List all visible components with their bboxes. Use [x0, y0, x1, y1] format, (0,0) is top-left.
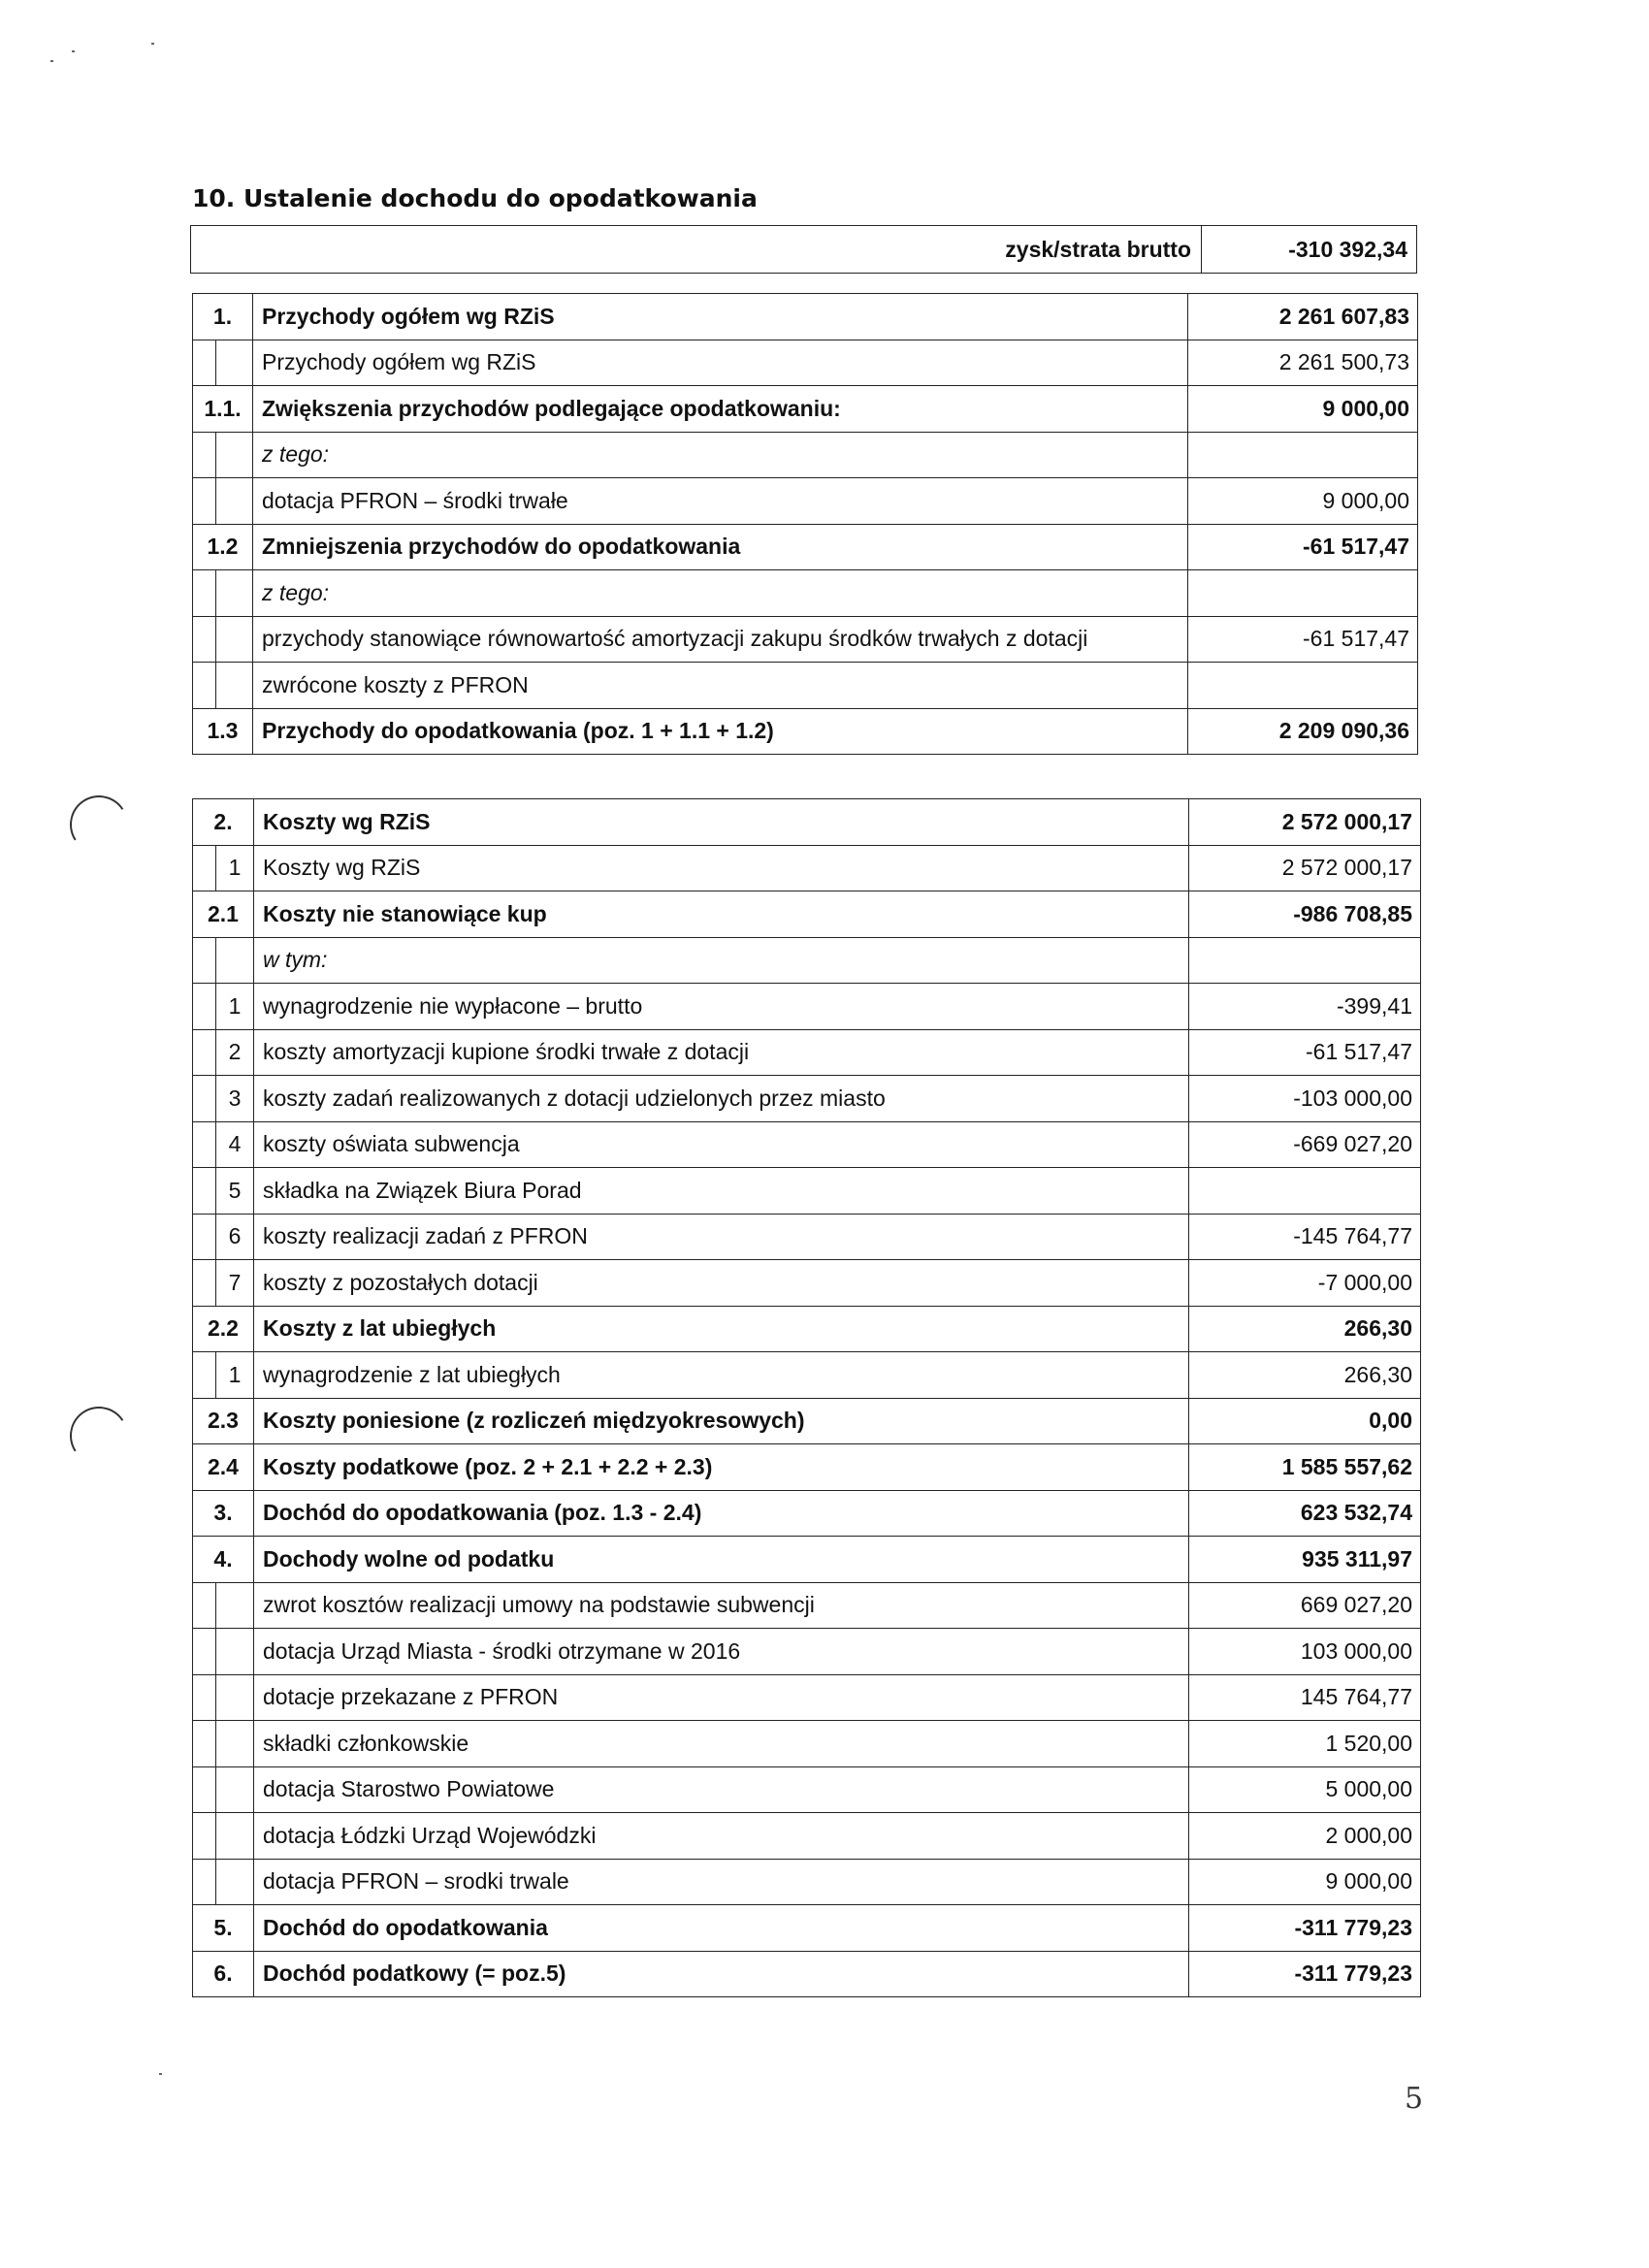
income-row — [193, 616, 1418, 663]
income-row — [193, 294, 1418, 340]
item-label: koszty zadań realizowanych z dotacji udzielonych przez miasto — [254, 1076, 1189, 1122]
sub-item-number — [216, 570, 253, 617]
profit-loss-label: zysk/strata brutto — [191, 226, 1202, 274]
page-number: 5 — [1405, 2082, 1424, 2116]
sub-item-number — [216, 340, 253, 386]
cost-row — [193, 1721, 1421, 1767]
cost-row — [193, 1306, 1421, 1352]
sub-item-number — [216, 478, 253, 525]
item-amount: 2 000,00 — [1189, 1813, 1421, 1860]
item-label: z tego: — [253, 432, 1188, 478]
sub-item-number: 4 — [216, 1121, 254, 1168]
item-label: dotacja Urząd Miasta - środki otrzymane w 2016 — [254, 1629, 1189, 1675]
item-amount: -61 517,47 — [1188, 616, 1418, 663]
item-label: dotacje przekazane z PFRON — [254, 1674, 1189, 1721]
scan-speck — [151, 43, 154, 45]
cost-row — [193, 1076, 1421, 1122]
item-amount: 1 585 557,62 — [1189, 1444, 1421, 1491]
item-amount: 2 261 607,83 — [1188, 294, 1418, 340]
sub-item-number — [216, 1674, 254, 1721]
cost-row — [193, 1537, 1421, 1583]
indent-cell — [193, 1076, 216, 1122]
cost-row — [193, 1121, 1421, 1168]
costs-table — [192, 798, 1421, 1997]
item-label: składka na Związek Biura Porad — [254, 1168, 1189, 1215]
position-number: 3. — [193, 1490, 254, 1537]
sub-item-number: 1 — [216, 845, 254, 891]
position-number: 2.3 — [193, 1398, 254, 1444]
cost-row — [193, 1859, 1421, 1905]
item-amount: 145 764,77 — [1189, 1674, 1421, 1721]
cost-row — [193, 1398, 1421, 1444]
item-label: wynagrodzenie nie wypłacone – brutto — [254, 984, 1189, 1030]
punch-hole-mark — [64, 1401, 133, 1470]
income-table — [192, 293, 1418, 755]
item-label: wynagrodzenie z lat ubiegłych — [254, 1352, 1189, 1399]
scan-speck — [50, 60, 53, 62]
sub-item-number: 5 — [216, 1168, 254, 1215]
indent-cell — [193, 570, 216, 617]
indent-cell — [193, 1813, 216, 1860]
cost-row — [193, 1214, 1421, 1260]
item-label: koszty oświata subwencja — [254, 1121, 1189, 1168]
sub-item-number: 6 — [216, 1214, 254, 1260]
item-label: Dochód do opodatkowania — [254, 1905, 1189, 1952]
item-amount — [1189, 937, 1421, 984]
cost-row — [193, 1444, 1421, 1491]
item-amount: -311 779,23 — [1189, 1905, 1421, 1952]
position-number: 2.1 — [193, 891, 254, 938]
item-label: składki członkowskie — [254, 1721, 1189, 1767]
item-label: Dochód podatkowy (= poz.5) — [254, 1951, 1189, 1997]
indent-cell — [193, 1121, 216, 1168]
indent-cell — [193, 663, 216, 709]
indent-cell — [193, 616, 216, 663]
item-amount: -103 000,00 — [1189, 1076, 1421, 1122]
profit-loss-table — [190, 225, 1417, 274]
item-label: dotacja Starostwo Powiatowe — [254, 1766, 1189, 1813]
item-label: zwrot kosztów realizacji umowy na podstawie subwencji — [254, 1582, 1189, 1629]
item-amount — [1188, 570, 1418, 617]
cost-row — [193, 937, 1421, 984]
cost-row — [193, 1029, 1421, 1076]
item-amount: 9 000,00 — [1189, 1859, 1421, 1905]
sub-item-number — [216, 1813, 254, 1860]
item-amount: -61 517,47 — [1188, 524, 1418, 570]
indent-cell — [193, 1352, 216, 1399]
cost-row — [193, 1582, 1421, 1629]
sub-item-number — [216, 1721, 254, 1767]
item-label: koszty z pozostałych dotacji — [254, 1260, 1189, 1307]
scan-speck — [159, 2073, 162, 2075]
indent-cell — [193, 1168, 216, 1215]
indent-cell — [193, 1721, 216, 1767]
position-number: 1. — [193, 294, 253, 340]
item-label: koszty realizacji zadań z PFRON — [254, 1214, 1189, 1260]
income-table-body — [193, 294, 1418, 755]
item-label: przychody stanowiące równowartość amortyzacji zakupu środków trwałych z dotacji — [253, 616, 1188, 663]
item-amount — [1189, 1168, 1421, 1215]
indent-cell — [193, 937, 216, 984]
sub-item-number: 7 — [216, 1260, 254, 1307]
item-amount: 623 532,74 — [1189, 1490, 1421, 1537]
item-amount: 2 572 000,17 — [1189, 799, 1421, 846]
item-amount: -311 779,23 — [1189, 1951, 1421, 1997]
item-amount: -399,41 — [1189, 984, 1421, 1030]
cost-row — [193, 1766, 1421, 1813]
indent-cell — [193, 1582, 216, 1629]
costs-table-body — [193, 799, 1421, 1997]
item-amount — [1188, 663, 1418, 709]
cost-row — [193, 891, 1421, 938]
income-row — [193, 386, 1418, 433]
cost-row — [193, 1260, 1421, 1307]
item-label: koszty amortyzacji kupione środki trwałe z dotacji — [254, 1029, 1189, 1076]
income-row — [193, 524, 1418, 570]
sub-item-number — [216, 1859, 254, 1905]
item-label: Zwiększenia przychodów podlegające opodatkowaniu: — [253, 386, 1188, 433]
item-label: w tym: — [254, 937, 1189, 984]
indent-cell — [193, 1029, 216, 1076]
item-label: Koszty wg RZiS — [254, 799, 1189, 846]
sub-item-number: 2 — [216, 1029, 254, 1076]
indent-cell — [193, 845, 216, 891]
item-amount: -7 000,00 — [1189, 1260, 1421, 1307]
indent-cell — [193, 1629, 216, 1675]
sub-item-number — [216, 432, 253, 478]
item-amount: 2 572 000,17 — [1189, 845, 1421, 891]
cost-row — [193, 845, 1421, 891]
indent-cell — [193, 340, 216, 386]
item-amount: -669 027,20 — [1189, 1121, 1421, 1168]
indent-cell — [193, 1674, 216, 1721]
item-label: Koszty poniesione (z rozliczeń międzyokresowych) — [254, 1398, 1189, 1444]
indent-cell — [193, 1859, 216, 1905]
item-amount: 1 520,00 — [1189, 1721, 1421, 1767]
cost-row — [193, 1629, 1421, 1675]
item-label: Zmniejszenia przychodów do opodatkowania — [253, 524, 1188, 570]
position-number: 1.1. — [193, 386, 253, 433]
sub-item-number — [216, 1582, 254, 1629]
sub-item-number — [216, 1766, 254, 1813]
income-row — [193, 478, 1418, 525]
item-amount: 266,30 — [1189, 1352, 1421, 1399]
item-amount: -61 517,47 — [1189, 1029, 1421, 1076]
cost-row — [193, 1352, 1421, 1399]
item-label: z tego: — [253, 570, 1188, 617]
sub-item-number — [216, 1629, 254, 1675]
item-amount: 103 000,00 — [1189, 1629, 1421, 1675]
position-number: 2. — [193, 799, 254, 846]
item-amount: 2 209 090,36 — [1188, 708, 1418, 755]
cost-row — [193, 1951, 1421, 1997]
item-label: Przychody ogółem wg RZiS — [253, 340, 1188, 386]
item-amount: 669 027,20 — [1189, 1582, 1421, 1629]
item-label: Koszty nie stanowiące kup — [254, 891, 1189, 938]
position-number: 2.4 — [193, 1444, 254, 1491]
income-row — [193, 570, 1418, 617]
sub-item-number — [216, 937, 254, 984]
item-amount: -986 708,85 — [1189, 891, 1421, 938]
income-row — [193, 340, 1418, 386]
item-label: Koszty wg RZiS — [254, 845, 1189, 891]
item-amount: 2 261 500,73 — [1188, 340, 1418, 386]
item-amount: 9 000,00 — [1188, 478, 1418, 525]
indent-cell — [193, 1260, 216, 1307]
cost-row — [193, 1674, 1421, 1721]
cost-row — [193, 984, 1421, 1030]
sub-item-number: 1 — [216, 984, 254, 1030]
item-amount: 0,00 — [1189, 1398, 1421, 1444]
item-label: zwrócone koszty z PFRON — [253, 663, 1188, 709]
cost-row — [193, 1490, 1421, 1537]
sub-item-number — [216, 663, 253, 709]
position-number: 1.2 — [193, 524, 253, 570]
position-number: 6. — [193, 1951, 254, 1997]
item-label: dotacja PFRON – środki trwałe — [253, 478, 1188, 525]
income-row — [193, 663, 1418, 709]
cost-row — [193, 1905, 1421, 1952]
item-amount: 266,30 — [1189, 1306, 1421, 1352]
profit-loss-row — [191, 226, 1417, 274]
position-number: 2.2 — [193, 1306, 254, 1352]
item-amount: 9 000,00 — [1188, 386, 1418, 433]
indent-cell — [193, 1214, 216, 1260]
item-label: Dochody wolne od podatku — [254, 1537, 1189, 1583]
page-title: 10. Ustalenie dochodu do opodatkowania — [192, 184, 758, 212]
position-number: 4. — [193, 1537, 254, 1583]
punch-hole-mark — [64, 790, 133, 859]
item-amount — [1188, 432, 1418, 478]
sub-item-number — [216, 616, 253, 663]
item-label: Koszty z lat ubiegłych — [254, 1306, 1189, 1352]
position-number: 5. — [193, 1905, 254, 1952]
sub-item-number: 3 — [216, 1076, 254, 1122]
item-label: dotacja Łódzki Urząd Wojewódzki — [254, 1813, 1189, 1860]
item-label: Przychody do opodatkowania (poz. 1 + 1.1 + 1.2) — [253, 708, 1188, 755]
profit-loss-value: -310 392,34 — [1202, 226, 1417, 274]
item-label: dotacja PFRON – srodki trwale — [254, 1859, 1189, 1905]
scan-speck — [72, 50, 75, 52]
indent-cell — [193, 478, 216, 525]
item-amount: -145 764,77 — [1189, 1214, 1421, 1260]
item-amount: 5 000,00 — [1189, 1766, 1421, 1813]
income-row — [193, 708, 1418, 755]
indent-cell — [193, 432, 216, 478]
cost-row — [193, 1813, 1421, 1860]
item-label: Dochód do opodatkowania (poz. 1.3 - 2.4) — [254, 1490, 1189, 1537]
indent-cell — [193, 984, 216, 1030]
cost-row — [193, 799, 1421, 846]
item-amount: 935 311,97 — [1189, 1537, 1421, 1583]
cost-row — [193, 1168, 1421, 1215]
sub-item-number: 1 — [216, 1352, 254, 1399]
indent-cell — [193, 1766, 216, 1813]
item-label: Przychody ogółem wg RZiS — [253, 294, 1188, 340]
position-number: 1.3 — [193, 708, 253, 755]
income-row — [193, 432, 1418, 478]
item-label: Koszty podatkowe (poz. 2 + 2.1 + 2.2 + 2.3) — [254, 1444, 1189, 1491]
